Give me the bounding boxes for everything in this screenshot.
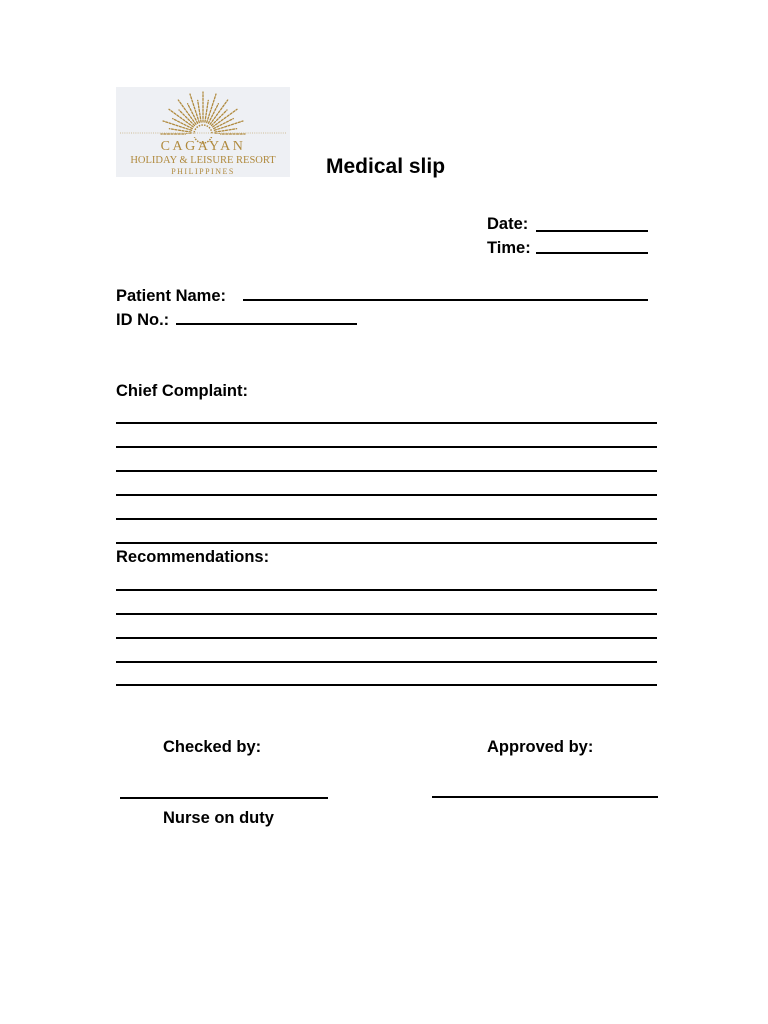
chief-complaint-line-5[interactable] bbox=[116, 518, 657, 520]
recommendations-label: Recommendations: bbox=[116, 548, 270, 566]
chief-complaint-label: Chief Complaint: bbox=[116, 382, 248, 400]
approved-by-label: Approved by: bbox=[487, 738, 594, 756]
patient-name-label: Patient Name: bbox=[116, 287, 227, 305]
time-field[interactable] bbox=[536, 252, 648, 254]
recommendations-line-4[interactable] bbox=[116, 661, 657, 663]
chief-complaint-line-2[interactable] bbox=[116, 446, 657, 448]
recommendations-line-3[interactable] bbox=[116, 637, 657, 639]
chief-complaint-line-3[interactable] bbox=[116, 470, 657, 472]
time-label: Time: bbox=[487, 239, 531, 257]
approved-by-signature-line[interactable] bbox=[432, 796, 658, 798]
checked-by-label: Checked by: bbox=[163, 738, 262, 756]
logo-line-3: PHILIPPINES bbox=[171, 167, 235, 176]
recommendations-line-5[interactable] bbox=[116, 684, 657, 686]
logo-line-2: HOLIDAY & LEISURE RESORT bbox=[130, 155, 276, 166]
patient-name-field[interactable] bbox=[243, 299, 648, 301]
id-number-field[interactable] bbox=[176, 323, 357, 325]
page-title: Medical slip bbox=[326, 155, 446, 178]
resort-logo bbox=[116, 87, 290, 177]
date-label: Date: bbox=[487, 215, 529, 233]
id-number-label: ID No.: bbox=[116, 311, 170, 329]
chief-complaint-line-4[interactable] bbox=[116, 494, 657, 496]
date-field[interactable] bbox=[536, 230, 648, 232]
chief-complaint-line-1[interactable] bbox=[116, 422, 657, 424]
nurse-on-duty-label: Nurse on duty bbox=[163, 809, 274, 827]
sunburst-icon bbox=[116, 87, 290, 177]
chief-complaint-line-6[interactable] bbox=[116, 542, 657, 544]
recommendations-line-1[interactable] bbox=[116, 589, 657, 591]
recommendations-line-2[interactable] bbox=[116, 613, 657, 615]
logo-line-1: CAGAYAN bbox=[160, 139, 246, 154]
checked-by-signature-line[interactable] bbox=[120, 797, 328, 799]
